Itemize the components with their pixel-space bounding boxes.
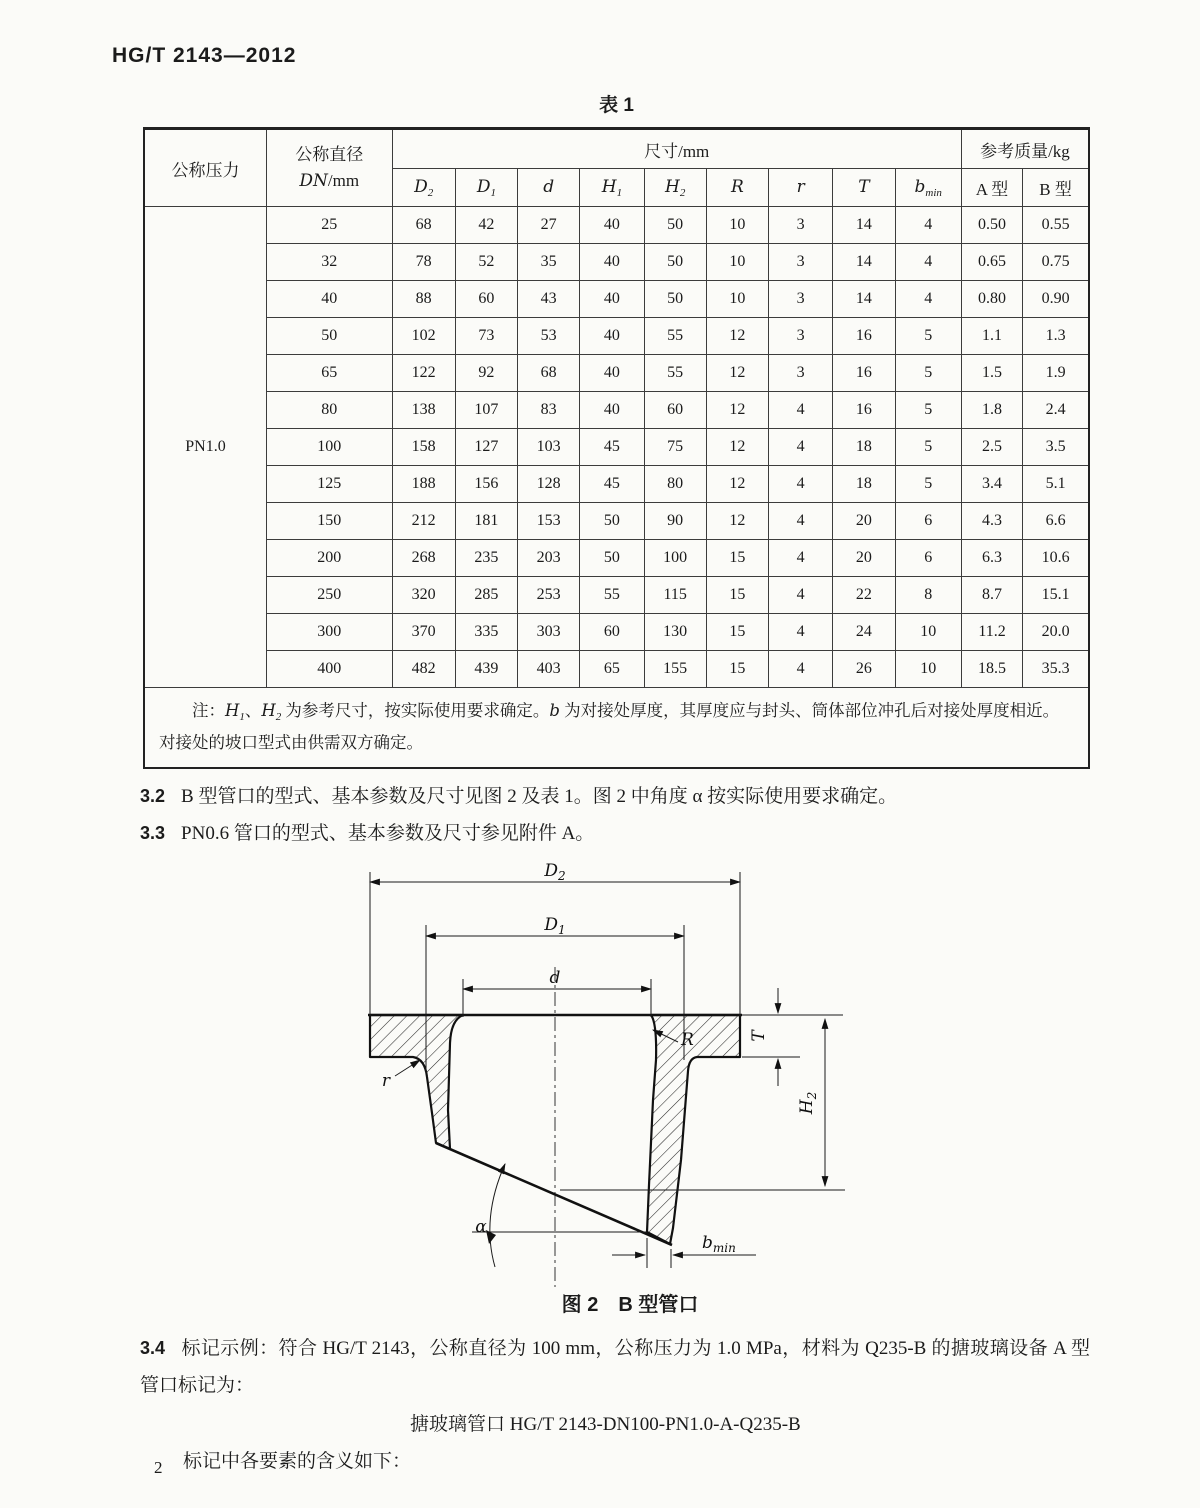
table-cell: 482 bbox=[392, 651, 455, 688]
table-cell: 40 bbox=[580, 392, 644, 429]
table-cell: 0.55 bbox=[1023, 207, 1089, 244]
alpha-arc bbox=[490, 1164, 505, 1267]
table-cell: 16 bbox=[833, 355, 895, 392]
table-cell: 15 bbox=[706, 614, 768, 651]
table-cell: 16 bbox=[833, 392, 895, 429]
table-row bbox=[144, 281, 1089, 318]
table-cell: 235 bbox=[455, 540, 517, 577]
table-header-row-1 bbox=[144, 129, 1089, 169]
table-cell: 188 bbox=[392, 466, 455, 503]
table-cell: 88 bbox=[392, 281, 455, 318]
label-alpha: α bbox=[475, 1217, 487, 1237]
table-cell: 285 bbox=[455, 577, 517, 614]
table-cell: 35 bbox=[518, 244, 580, 281]
table-cell: 80 bbox=[644, 466, 706, 503]
table-cell: 4 bbox=[769, 466, 833, 503]
table-cell: 40 bbox=[580, 355, 644, 392]
table-cell: 52 bbox=[455, 244, 517, 281]
table-cell: 14 bbox=[833, 244, 895, 281]
table-cell: 400 bbox=[267, 651, 393, 688]
header-diameter bbox=[267, 129, 393, 207]
table-cell: 203 bbox=[518, 540, 580, 577]
label-R: R bbox=[681, 1030, 694, 1050]
table-cell: 50 bbox=[644, 244, 706, 281]
section-3-4-number: 3.4 bbox=[140, 1338, 166, 1358]
table-cell: 26 bbox=[833, 651, 895, 688]
header-diameter-cn: 公称直径 bbox=[295, 145, 364, 164]
header-diameter-unit: /mm bbox=[327, 170, 360, 190]
table-cell: 12 bbox=[706, 466, 768, 503]
header-r: r bbox=[769, 169, 833, 207]
table-row bbox=[144, 429, 1089, 466]
table-cell: 10 bbox=[895, 651, 961, 688]
table-cell: 3 bbox=[769, 318, 833, 355]
table-cell: 55 bbox=[644, 355, 706, 392]
table-cell: 4 bbox=[895, 281, 961, 318]
section-3-4 bbox=[140, 1330, 1090, 1404]
table-cell: 60 bbox=[580, 614, 644, 651]
table-cell: 40 bbox=[267, 281, 393, 318]
table-cell: 370 bbox=[392, 614, 455, 651]
header-h2: $H_2$ bbox=[644, 169, 706, 207]
table-cell: 0.75 bbox=[1023, 244, 1089, 281]
table-row bbox=[144, 651, 1089, 688]
table-cell: 212 bbox=[392, 503, 455, 540]
table-cell: 50 bbox=[580, 503, 644, 540]
table-cell: 5 bbox=[895, 355, 961, 392]
table-cell: 122 bbox=[392, 355, 455, 392]
header-type-b: B 型 bbox=[1023, 169, 1089, 207]
label-d1: $D_1$ bbox=[544, 915, 566, 937]
table-cell: 10.6 bbox=[1023, 540, 1089, 577]
table-cell: 6.3 bbox=[961, 540, 1022, 577]
table-cell: 45 bbox=[580, 466, 644, 503]
table-cell: 3.5 bbox=[1023, 429, 1089, 466]
table-cell: 1.1 bbox=[961, 318, 1022, 355]
table-cell: 253 bbox=[518, 577, 580, 614]
header-d: d bbox=[518, 169, 580, 207]
table-cell: 78 bbox=[392, 244, 455, 281]
table-cell: 115 bbox=[644, 577, 706, 614]
table-cell: 103 bbox=[518, 429, 580, 466]
section-3-2 bbox=[140, 781, 1090, 808]
document-number: HG/T 2143—2012 bbox=[112, 44, 297, 67]
table-cell: 5 bbox=[895, 318, 961, 355]
table-1 bbox=[143, 127, 1090, 769]
table-cell: 68 bbox=[392, 207, 455, 244]
table-cell: 128 bbox=[518, 466, 580, 503]
table-cell: 181 bbox=[455, 503, 517, 540]
table-cell: 3 bbox=[769, 244, 833, 281]
table-cell: 12 bbox=[706, 429, 768, 466]
table-cell: 55 bbox=[644, 318, 706, 355]
pressure-cell: PN1.0 bbox=[144, 207, 267, 688]
figure-2-caption: 图 2 B 型管口 bbox=[561, 1294, 699, 1316]
table-cell: 158 bbox=[392, 429, 455, 466]
section-3-2-number: 3.2 bbox=[140, 786, 166, 806]
section-3-4-text: 标记示例：符合 HG/T 2143，公称直径为 100 mm，公称压力为 1.0 MPa，材料为 Q235-B 的搪玻璃设备 A 型管口标记为： bbox=[140, 1338, 1090, 1396]
table-cell: 300 bbox=[267, 614, 393, 651]
table-cell: 12 bbox=[706, 503, 768, 540]
table-cell: 10 bbox=[706, 244, 768, 281]
table-cell: 55 bbox=[580, 577, 644, 614]
table-cell: 53 bbox=[518, 318, 580, 355]
section-3-3 bbox=[140, 818, 1090, 845]
table-cell: 4 bbox=[769, 503, 833, 540]
table-cell: 303 bbox=[518, 614, 580, 651]
table-cell: 12 bbox=[706, 392, 768, 429]
section-3-3-text: PN0.6 管口的型式、基本参数及尺寸参见附件 A。 bbox=[181, 823, 595, 844]
label-d: d bbox=[549, 968, 561, 988]
table-cell: 18.5 bbox=[961, 651, 1022, 688]
table-cell: 5 bbox=[895, 392, 961, 429]
table-cell: 40 bbox=[580, 281, 644, 318]
table-cell: 40 bbox=[580, 244, 644, 281]
table-cell: 10 bbox=[706, 207, 768, 244]
table-cell: 27 bbox=[518, 207, 580, 244]
table-cell: 335 bbox=[455, 614, 517, 651]
header-d2: $D_2$ bbox=[392, 169, 455, 207]
table-row bbox=[144, 577, 1089, 614]
table-cell: 20 bbox=[833, 503, 895, 540]
table-cell: 25 bbox=[267, 207, 393, 244]
table-cell: 3 bbox=[769, 281, 833, 318]
table-cell: 15.1 bbox=[1023, 577, 1089, 614]
table-cell: 65 bbox=[580, 651, 644, 688]
table-row bbox=[144, 466, 1089, 503]
table-row bbox=[144, 392, 1089, 429]
table-cell: 320 bbox=[392, 577, 455, 614]
table-cell: 4 bbox=[769, 540, 833, 577]
table-cell: 100 bbox=[267, 429, 393, 466]
table-cell: 40 bbox=[580, 318, 644, 355]
label-bmin: $b_{min}$ bbox=[702, 1233, 736, 1255]
table-cell: 50 bbox=[267, 318, 393, 355]
table-cell: 42 bbox=[455, 207, 517, 244]
table-cell: 4 bbox=[769, 614, 833, 651]
header-d1: $D_1$ bbox=[455, 169, 517, 207]
table-cell: 3 bbox=[769, 355, 833, 392]
table-cell: 3 bbox=[769, 207, 833, 244]
table-cell: 0.80 bbox=[961, 281, 1022, 318]
table-cell: 75 bbox=[644, 429, 706, 466]
table-cell: 100 bbox=[644, 540, 706, 577]
table-cell: 4 bbox=[769, 577, 833, 614]
table-cell: 60 bbox=[644, 392, 706, 429]
table-cell: 11.2 bbox=[961, 614, 1022, 651]
table-cell: 127 bbox=[455, 429, 517, 466]
table-cell: 156 bbox=[455, 466, 517, 503]
figure-2-drawing bbox=[300, 855, 900, 1295]
table-cell: 155 bbox=[644, 651, 706, 688]
table-cell: 0.50 bbox=[961, 207, 1022, 244]
table-cell: 15 bbox=[706, 577, 768, 614]
table-cell: 4 bbox=[769, 392, 833, 429]
table-cell: 403 bbox=[518, 651, 580, 688]
header-bmin: $b_{min}$ bbox=[895, 169, 961, 207]
table-cell: 83 bbox=[518, 392, 580, 429]
header-pressure: 公称压力 bbox=[144, 129, 267, 207]
table-cell: 102 bbox=[392, 318, 455, 355]
table-cell: 32 bbox=[267, 244, 393, 281]
slant-cut-line bbox=[436, 1143, 672, 1245]
table-cell: 92 bbox=[455, 355, 517, 392]
table-cell: 18 bbox=[833, 429, 895, 466]
table-cell: 250 bbox=[267, 577, 393, 614]
table-body bbox=[144, 207, 1089, 688]
table-cell: 1.9 bbox=[1023, 355, 1089, 392]
table-cell: 12 bbox=[706, 318, 768, 355]
closing-line: 标记中各要素的含义如下： bbox=[183, 1451, 412, 1472]
table-cell: 68 bbox=[518, 355, 580, 392]
table-cell: 4.3 bbox=[961, 503, 1022, 540]
table-cell: 4 bbox=[769, 429, 833, 466]
table-cell: 150 bbox=[267, 503, 393, 540]
header-dimensions: 尺寸/mm bbox=[392, 129, 961, 169]
label-t: T bbox=[749, 1030, 769, 1042]
table-cell: 1.8 bbox=[961, 392, 1022, 429]
table-cell: 20.0 bbox=[1023, 614, 1089, 651]
table-cell: 14 bbox=[833, 281, 895, 318]
table-cell: 153 bbox=[518, 503, 580, 540]
leader-r bbox=[395, 1060, 420, 1076]
table-cell: 5 bbox=[895, 429, 961, 466]
table-cell: 18 bbox=[833, 466, 895, 503]
table-row bbox=[144, 244, 1089, 281]
table-cell: 5.1 bbox=[1023, 466, 1089, 503]
table-cell: 8.7 bbox=[961, 577, 1022, 614]
table-cell: 73 bbox=[455, 318, 517, 355]
table-cell: 439 bbox=[455, 651, 517, 688]
section-3-2-text: B 型管口的型式、基本参数及尺寸见图 2 及表 1。图 2 中角度 α 按实际使用要求确定。 bbox=[181, 786, 898, 807]
table-cell: 20 bbox=[833, 540, 895, 577]
table-cell: 200 bbox=[267, 540, 393, 577]
table-cell: 1.5 bbox=[961, 355, 1022, 392]
table-cell: 15 bbox=[706, 651, 768, 688]
table-cell: 4 bbox=[769, 651, 833, 688]
header-type-a: A 型 bbox=[961, 169, 1022, 207]
table-note-row bbox=[144, 688, 1089, 769]
table-row bbox=[144, 207, 1089, 244]
table-cell: 40 bbox=[580, 207, 644, 244]
table-cell: 107 bbox=[455, 392, 517, 429]
table-cell: 130 bbox=[644, 614, 706, 651]
table-cell: 43 bbox=[518, 281, 580, 318]
header-ref-mass: 参考质量/kg bbox=[961, 129, 1089, 169]
table-cell: 5 bbox=[895, 466, 961, 503]
table-cell: 14 bbox=[833, 207, 895, 244]
table-cell: 138 bbox=[392, 392, 455, 429]
header-t: T bbox=[833, 169, 895, 207]
table-cell: 0.90 bbox=[1023, 281, 1089, 318]
table-cell: 50 bbox=[580, 540, 644, 577]
table-cell: 24 bbox=[833, 614, 895, 651]
table-cell: 6 bbox=[895, 540, 961, 577]
header-r-cap: R bbox=[706, 169, 768, 207]
header-h1: $H_1$ bbox=[580, 169, 644, 207]
table-cell: 22 bbox=[833, 577, 895, 614]
table-row bbox=[144, 318, 1089, 355]
table-title: 表 1 bbox=[599, 95, 634, 116]
table-cell: 15 bbox=[706, 540, 768, 577]
section-3-3-number: 3.3 bbox=[140, 823, 166, 843]
table-cell: 1.3 bbox=[1023, 318, 1089, 355]
table-cell: 10 bbox=[895, 614, 961, 651]
table-cell: 6 bbox=[895, 503, 961, 540]
table-cell: 50 bbox=[644, 281, 706, 318]
table-cell: 12 bbox=[706, 355, 768, 392]
designation-example: 搪玻璃管口 HG/T 2143-DN100-PN1.0-A-Q235-B bbox=[410, 1414, 801, 1435]
table-row bbox=[144, 614, 1089, 651]
table-row bbox=[144, 355, 1089, 392]
table-cell: 8 bbox=[895, 577, 961, 614]
table-cell: 60 bbox=[455, 281, 517, 318]
table-row bbox=[144, 540, 1089, 577]
label-h2: $H_2$ bbox=[797, 1091, 819, 1115]
table-cell: 268 bbox=[392, 540, 455, 577]
table-cell: 4 bbox=[895, 207, 961, 244]
table-cell: 2.5 bbox=[961, 429, 1022, 466]
table-cell: 2.4 bbox=[1023, 392, 1089, 429]
table-cell: 35.3 bbox=[1023, 651, 1089, 688]
page-number: 2 bbox=[154, 1458, 163, 1477]
table-cell: 10 bbox=[706, 281, 768, 318]
table-cell: 50 bbox=[644, 207, 706, 244]
table-cell: 125 bbox=[267, 466, 393, 503]
table-cell: 65 bbox=[267, 355, 393, 392]
table-cell: 80 bbox=[267, 392, 393, 429]
table-row bbox=[144, 503, 1089, 540]
label-r: r bbox=[381, 1071, 391, 1091]
table-cell: 4 bbox=[895, 244, 961, 281]
table-cell: 90 bbox=[644, 503, 706, 540]
table-cell: 3.4 bbox=[961, 466, 1022, 503]
label-d2: $D_2$ bbox=[544, 861, 566, 883]
table-cell: 6.6 bbox=[1023, 503, 1089, 540]
table-cell: 0.65 bbox=[961, 244, 1022, 281]
table-note: 注：$H_1$、$H_2$ 为参考尺寸，按实际使用要求确定。b 为对接处厚度，其厚度应与封头、筒体部位冲孔后对接处厚度相近。对接处的坡口型式由供需双方确定。 bbox=[144, 688, 1089, 769]
header-diameter-symbol: DN bbox=[299, 170, 328, 191]
table-cell: 45 bbox=[580, 429, 644, 466]
table-cell: 16 bbox=[833, 318, 895, 355]
